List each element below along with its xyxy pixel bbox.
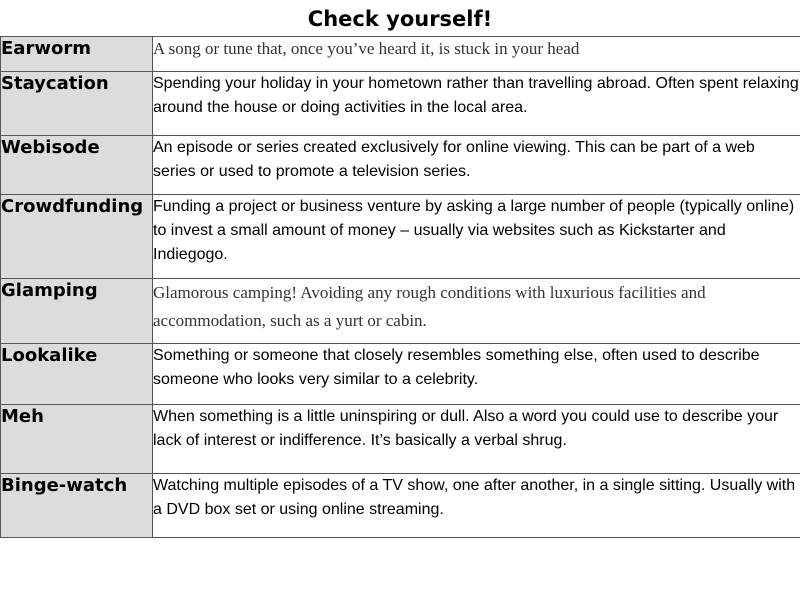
term-cell: Staycation	[1, 72, 153, 136]
definition-cell: Something or someone that closely resembles something else, often used to describe someone who looks very similar to a celebrity.	[153, 344, 800, 405]
term-cell: Lookalike	[1, 344, 153, 405]
term-cell: Binge-watch	[1, 474, 153, 538]
definition-cell: Funding a project or business venture by asking a large number of people (typically online) to invest a small amount of money – usually via websites such as Kickstarter and Indiegogo.	[153, 195, 800, 279]
table-row	[1, 37, 800, 72]
table-row	[1, 405, 800, 474]
term-cell: Earworm	[1, 37, 153, 72]
table-row	[1, 72, 800, 136]
definition-cell: When something is a little uninspiring or dull. Also a word you could use to describe your lack of interest or indifference. It’s basically a verbal shrug.	[153, 405, 800, 474]
table-row	[1, 474, 800, 538]
vocabulary-table	[0, 36, 800, 538]
definition-cell: Glamorous camping! Avoiding any rough conditions with luxurious facilities and accommodation, such as a yurt or cabin.	[153, 279, 800, 344]
table-row	[1, 136, 800, 195]
definition-cell: A song or tune that, once you’ve heard it, is stuck in your head	[153, 37, 800, 72]
definition-cell: An episode or series created exclusively for online viewing. This can be part of a web series or used to promote a television series.	[153, 136, 800, 195]
definition-cell: Watching multiple episodes of a TV show, one after another, in a single sitting. Usually with a DVD box set or using online streaming.	[153, 474, 800, 538]
term-cell: Glamping	[1, 279, 153, 344]
definition-cell: Spending your holiday in your hometown rather than travelling abroad. Often spent relaxing around the house or doing activities in the local area.	[153, 72, 800, 136]
term-cell: Crowdfunding	[1, 195, 153, 279]
table-row	[1, 195, 800, 279]
term-cell: Meh	[1, 405, 153, 474]
table-row	[1, 344, 800, 405]
term-cell: Webisode	[1, 136, 153, 195]
table-row	[1, 279, 800, 344]
page-title: Check yourself!	[307, 7, 493, 31]
